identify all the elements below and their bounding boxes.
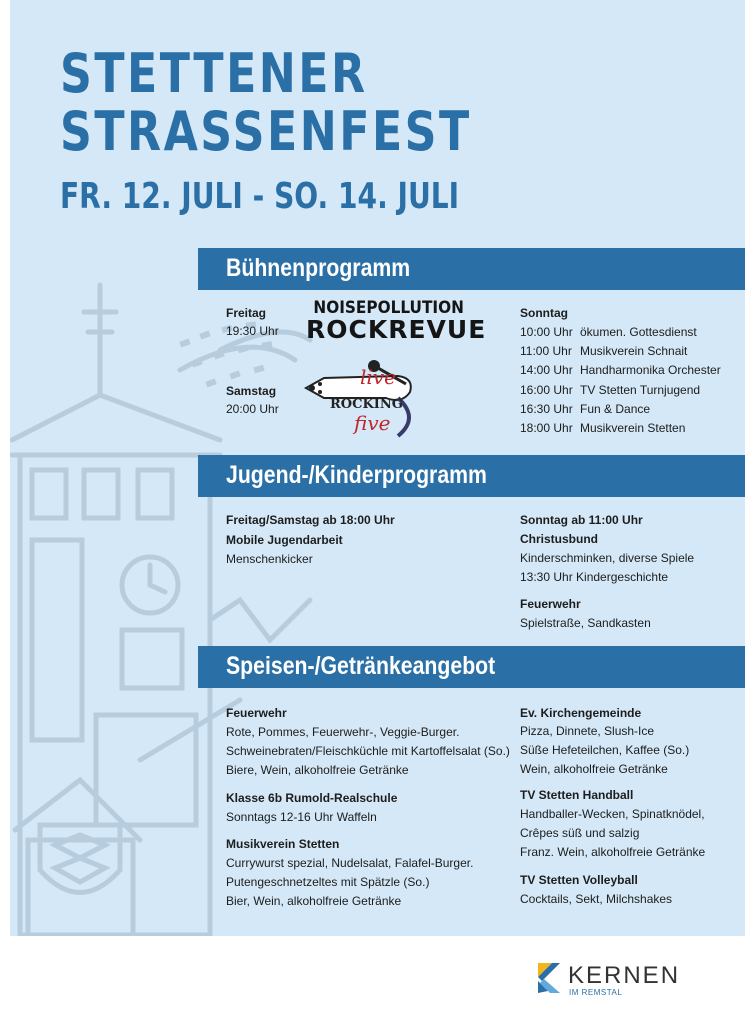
vendor-line: Wein, alkoholfreie Getränke [520, 762, 668, 776]
freitag-time: 19:30 Uhr [226, 324, 279, 338]
schedule-act: ökumen. Gottesdienst [580, 325, 697, 339]
schedule-time: 11:00 Uhr [520, 344, 572, 358]
vendor-name: Musikverein Stetten [226, 837, 340, 851]
jugend-right-org1-line2: 13:30 Uhr Kindergeschichte [520, 570, 669, 584]
section-heading-jugendprogramm: Jugend-/Kinderprogramm [226, 461, 487, 489]
jugend-left-org: Mobile Jugendarbeit [226, 533, 343, 547]
section-band-speisen [198, 646, 745, 688]
vendor-name: TV Stetten Handball [520, 788, 634, 802]
schedule-time: 16:00 Uhr [520, 383, 573, 397]
vendor-line: Franz. Wein, alkoholfreie Getränke [520, 845, 706, 859]
vendor-line: Currywurst spezial, Nudelsalat, Falafel-Burger. [226, 856, 474, 870]
sonntag-label: Sonntag [520, 306, 568, 320]
schedule-act: Musikverein Schnait [580, 344, 688, 358]
vendor-name: Klasse 6b Rumold-Realschule [226, 791, 398, 805]
schedule-time: 10:00 Uhr [520, 325, 573, 339]
live-logo-text: live [360, 365, 396, 389]
event-dates: FR. 12. JULI - SO. 14. JULI [60, 176, 460, 217]
section-band-jugendprogramm [198, 455, 745, 497]
jugend-left-line: Menschenkicker [226, 552, 313, 566]
freitag-label: Freitag [226, 306, 267, 320]
vendor-name: Feuerwehr [226, 706, 287, 720]
schedule-act: Fun & Dance [580, 402, 651, 416]
schedule-time: 18:00 Uhr [520, 421, 573, 435]
vendor-line: Bier, Wein, alkoholfreie Getränke [226, 894, 402, 908]
jugend-left-when: Freitag/Samstag ab 18:00 Uhr [226, 513, 395, 527]
schedule-act: Musikverein Stetten [580, 421, 686, 435]
title-line-1: STETTENER [60, 42, 368, 105]
jugend-right-org2: Feuerwehr [520, 597, 581, 611]
section-heading-speisen: Speisen-/Getränkeangebot [226, 652, 496, 680]
five-logo-text: five [354, 411, 391, 435]
live-rocking-five-logo [302, 358, 426, 440]
schedule-time: 16:30 Uhr [520, 402, 573, 416]
jugend-right-when: Sonntag ab 11:00 Uhr [520, 513, 643, 527]
section-band-buehnenprogramm [198, 248, 745, 290]
noisepollution-rockrevue-logo [306, 298, 487, 344]
rockrevue-logo-text: ROCKREVUE [306, 315, 487, 344]
vendor-line: Süße Hefeteilchen, Kaffee (So.) [520, 743, 690, 757]
samstag-label: Samstag [226, 384, 277, 398]
noisepollution-logo-text: NOISEPOLLUTION [313, 298, 464, 318]
samstag-time: 20:00 Uhr [226, 402, 279, 416]
section-heading-buehnenprogramm: Bühnenprogramm [226, 254, 411, 282]
schedule-act: TV Stetten Turnjugend [580, 383, 701, 397]
jugend-right-org1: Christusbund [520, 532, 598, 546]
vendor-line: Handballer-Wecken, Spinatknödel, [520, 807, 705, 821]
kernen-logo-icon [538, 963, 562, 993]
vendor-name: Ev. Kirchengemeinde [520, 706, 642, 720]
vendor-line: Cocktails, Sekt, Milchshakes [520, 892, 673, 906]
vendor-name: TV Stetten Volleyball [520, 873, 638, 887]
jugend-right-org2-line1: Spielstraße, Sandkasten [520, 616, 651, 630]
vendor-line: Pizza, Dinnete, Slush-Ice [520, 724, 655, 738]
rocking-logo-text: ROCKING [330, 397, 403, 412]
vendor-line: Sonntags 12-16 Uhr Waffeln [226, 810, 377, 824]
title-line-2: STRASSENFEST [60, 100, 472, 163]
jugend-right-org1-line1: Kinderschminken, diverse Spiele [520, 551, 695, 565]
vendor-line: Biere, Wein, alkoholfreie Getränke [226, 763, 409, 777]
schedule-time: 14:00 Uhr [520, 363, 573, 377]
kernen-brand-text: KERNEN [568, 962, 681, 989]
vendor-line: Rote, Pommes, Feuerwehr-, Veggie-Burger. [226, 725, 460, 739]
vendor-line: Crêpes süß und salzig [520, 826, 640, 840]
vendor-line: Putengeschnetzeltes mit Spätzle (So.) [226, 875, 430, 889]
schedule-act: Handharmonika Orchester [580, 363, 721, 377]
vendor-line: Schweinebraten/Fleischküchle mit Kartoffelsalat (So.) [226, 744, 510, 758]
kernen-brand-subtext: IM REMSTAL [569, 988, 623, 997]
